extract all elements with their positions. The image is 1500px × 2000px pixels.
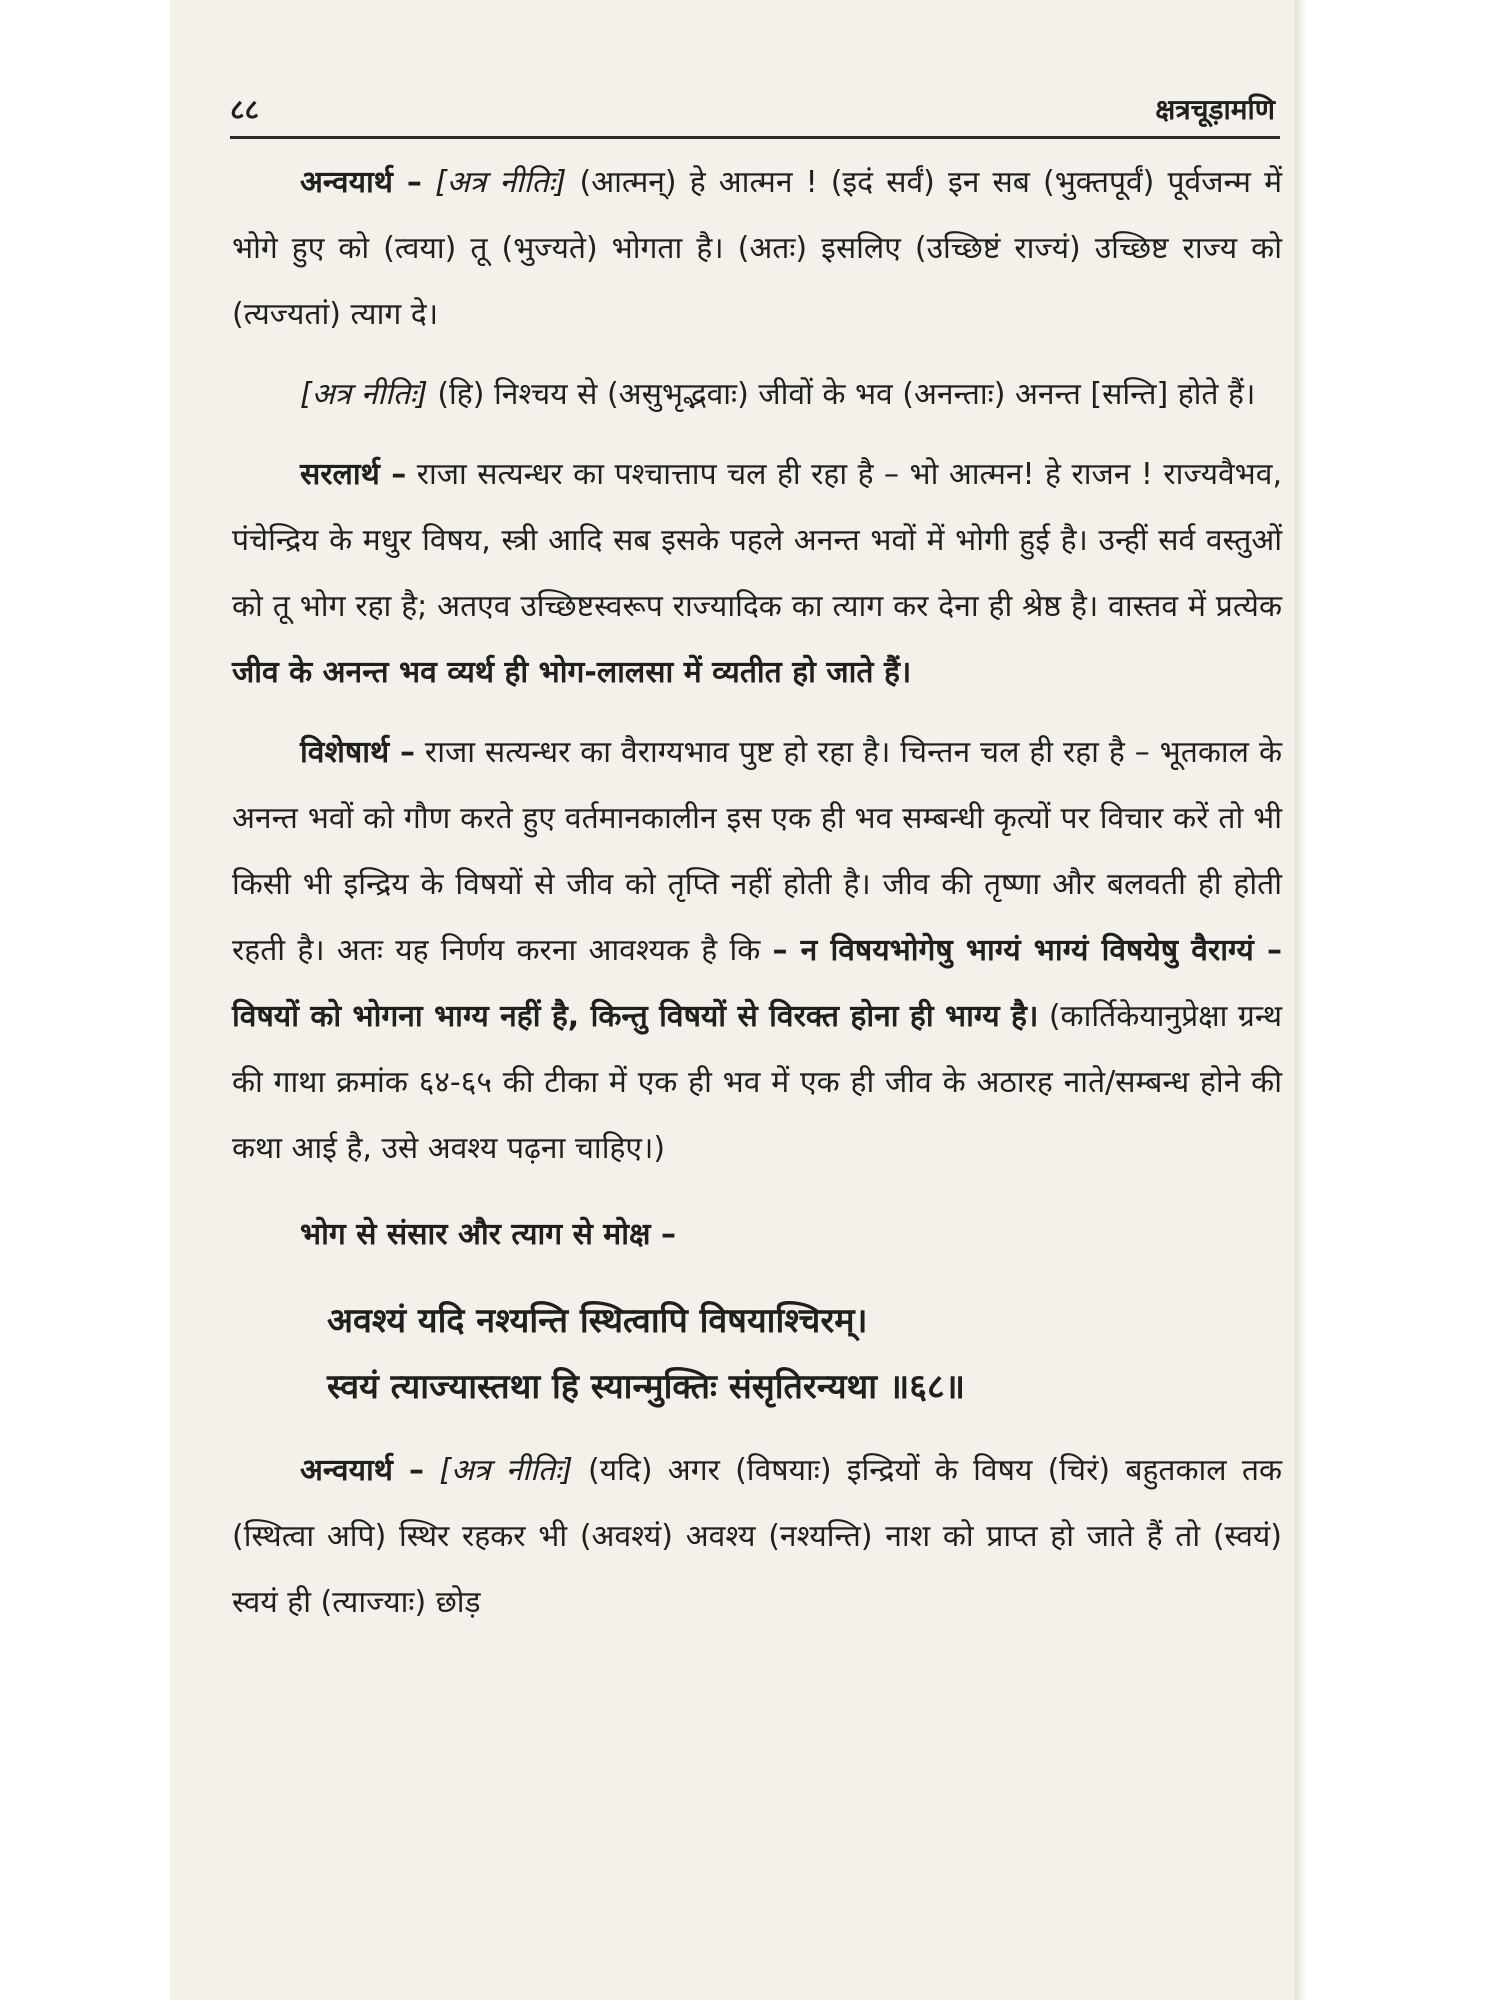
anvayarth-paragraph-2: [232, 1438, 1282, 1636]
niti-tag: [अत्र नीतिः]: [300, 377, 428, 412]
niti-tag: [अत्र नीतिः]: [439, 1453, 573, 1488]
book-title: क्षत्रचूड़ामणि: [1155, 93, 1275, 126]
saralarth-label: सरलार्थ –: [300, 457, 407, 492]
sanskrit-verse: [327, 1288, 1282, 1420]
saralarth-paragraph: [232, 442, 1282, 706]
page-number: ८८: [230, 93, 260, 126]
saralarth-bold-text: जीव के अनन्त भव व्यर्थ ही भोग-लालसा में व्यतीत हो जाते हैं।: [232, 655, 912, 690]
niti-paragraph: [232, 362, 1282, 428]
vishesharth-label: विशेषार्थ –: [300, 735, 415, 770]
verse-line-1: अवश्यं यदि नश्यन्ति स्थित्वापि विषयाश्चिरम्।: [327, 1301, 868, 1341]
anvayarth-paragraph: [232, 150, 1282, 348]
niti-text: (हि) निश्चय से (असुभृद्भवाः) जीवों के भव (अनन्ताः) अनन्त [सन्ति] होते हैं।: [437, 377, 1256, 412]
header-rule: [230, 136, 1280, 139]
saralarth-text: राजा सत्यन्धर का पश्चात्ताप चल ही रहा है – भो आत्मन! हे राजन ! राज्यवैभव, पंचेन्द्रिय के मधुर विषय, स्त्री आदि सब इसके पहले अनन्त भवों में भोगी हुई है। उन्हीं सर्व वस्तुओं को तू भोग रहा है; अतएव उच्छिष्टस्वरूप राज्यादिक का त्याग कर देना ही श्रेष्ठ है। वास्तव में प्रत्येक: [232, 457, 1282, 624]
anvayarth-text-2: (यदि) अगर (विषयाः) इन्द्रियों के विषय (चिरं) बहुतकाल तक (स्थित्वा अपि) स्थिर रहकर भी (अवश्यं) अवश्य (नश्यन्ति) नाश को प्राप्त हो जाते हैं तो (स्वयं) स्वयं ही (त्याज्याः) छोड़: [232, 1453, 1283, 1620]
vishesharth-bold-text: – न विषयभोगेषु भाग्यं भाग्यं विषयेषु वैराग्यं – विषयों को भोगना भाग्य नहीं है, किन्तु विषयों से विरक्त होना ही भाग्य है।: [232, 933, 1282, 1034]
verse-line-2: स्वयं त्याज्यास्तथा हि स्यान्मुक्तिः संसृतिरन्यथा ॥६८॥: [327, 1367, 965, 1407]
page-content: [232, 150, 1282, 1650]
section-heading: भोग से संसार और त्याग से मोक्ष –: [300, 1217, 676, 1252]
anvayarth-text: (आत्मन्) हे आत्मन ! (इदं सर्वं) इन सब (भुक्तपूर्वं) पूर्वजन्म में भोगे हुए को (त्वया) तू (भुज्यते) भोगता है। (अतः) इसलिए (उच्छिष्टं राज्यं) उच्छिष्ट राज्य को (त्यज्यतां) त्याग दे।: [232, 165, 1283, 332]
anvayarth-label: अन्वयार्थ –: [300, 165, 422, 200]
vishesharth-text: राजा सत्यन्धर का वैराग्यभाव पुष्ट हो रहा है। चिन्तन चल ही रहा है – भूतकाल के अनन्त भवों को गौण करते हुए वर्तमानकालीन इस एक ही भव सम्बन्धी कृत्यों पर विचार करें तो भी किसी भी इन्द्रिय के विषयों से जीव को तृप्ति नहीं होती है। जीव की तृष्णा और बलवती ही होती रहती है। अतः यह निर्णय करना आवश्यक है कि: [232, 735, 1282, 968]
visheshārth-paragraph: [232, 720, 1282, 1182]
anvayarth-label: अन्वयार्थ –: [300, 1453, 425, 1488]
page-edge: [1295, 0, 1307, 2000]
page-header: [230, 90, 1275, 130]
niti-tag: [अत्र नीतिः]: [435, 165, 567, 200]
vishesharth-note: (कार्तिकेयानुप्रेक्षा ग्रन्थ की गाथा क्रमांक ६४-६५ की टीका में एक ही भव में एक ही जीव के अठारह नाते/सम्बन्ध होने की कथा आई है, उसे अवश्य पढ़ना चाहिए।): [232, 999, 1282, 1166]
